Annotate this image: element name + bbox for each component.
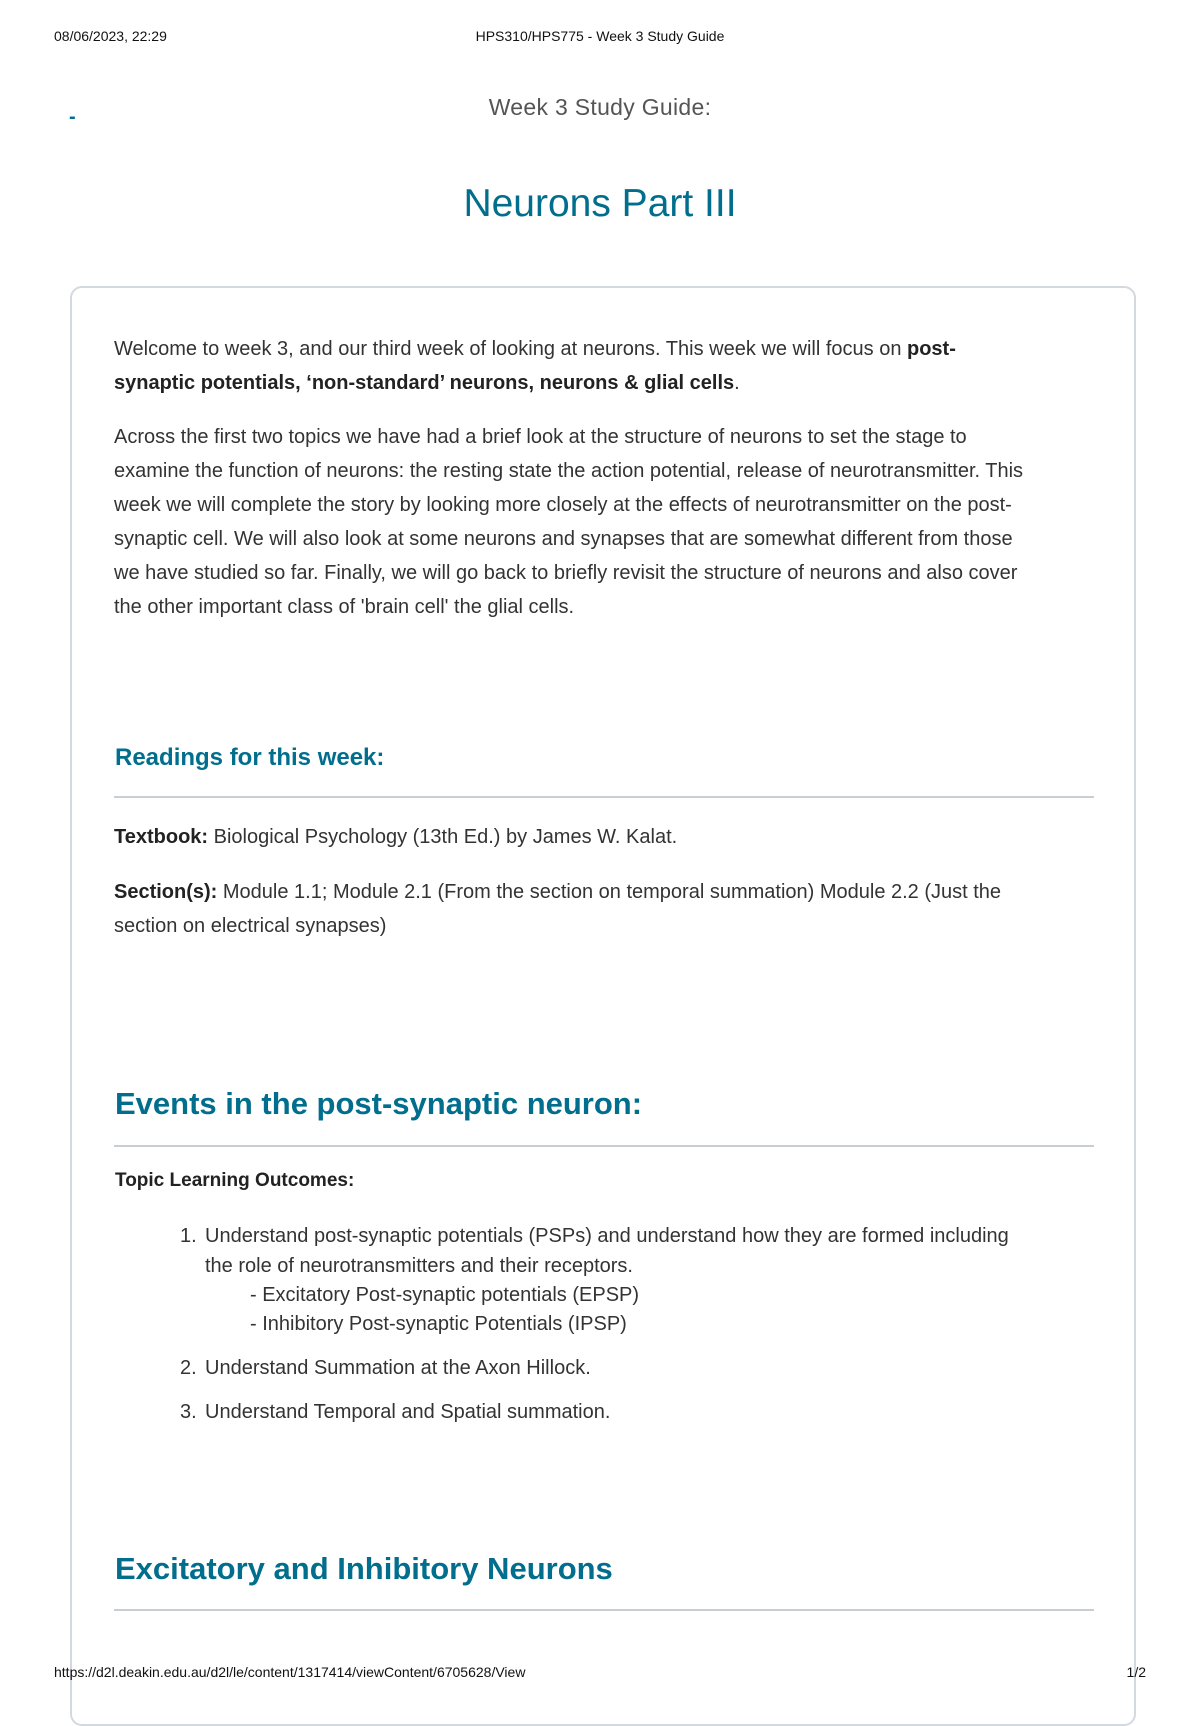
dash-mark: -	[69, 106, 76, 128]
intro-line: examine the function of neurons: the resting state the action potential, release of neurotransmitter. This	[114, 460, 1024, 482]
intro-line: synaptic cell. We will also look at some neurons and synapses that are somewhat different from those	[114, 528, 1013, 550]
divider	[114, 1609, 1094, 1611]
outcomes-label: Topic Learning Outcomes:	[115, 1170, 355, 1191]
intro-period: .	[734, 372, 740, 394]
list-item	[180, 1221, 1009, 1281]
page-number: 1/2	[1126, 1664, 1146, 1680]
intro-text: Welcome to week 3, and our third week of looking at neurons. This week we will focus on	[114, 338, 907, 360]
print-date: 08/06/2023, 22:29	[54, 28, 167, 44]
list-item	[180, 1353, 591, 1383]
outcome-number: 1.	[180, 1225, 197, 1247]
textbook-line	[114, 820, 1094, 854]
divider	[114, 796, 1094, 798]
sections-value-1: Module 1.1; Module 2.1 (From the section on temporal summation) Module 2.2 (Just the	[217, 881, 1002, 903]
sections-label: Section(s):	[114, 881, 218, 903]
intro-line: we have studied so far. Finally, we will go back to briefly revisit the structure of neurons and also cover	[114, 562, 1018, 584]
outcome-number: 2.	[180, 1357, 197, 1379]
sections-line	[114, 875, 1094, 943]
outcome-text: Understand Summation at the Axon Hillock.	[205, 1357, 591, 1379]
week-title: Week 3 Study Guide:	[488, 94, 712, 120]
sub-outcome: - Inhibitory Post-synaptic Potentials (IPSP)	[250, 1313, 627, 1335]
divider	[114, 1145, 1094, 1147]
print-header	[54, 28, 1146, 48]
intro-bold-part-b: synaptic potentials, ‘non-standard’ neurons, neurons & glial cells	[114, 372, 735, 394]
page-url: https://d2l.deakin.edu.au/d2l/le/content/1317414/viewContent/6705628/View	[54, 1664, 526, 1680]
sub-outcome: - Excitatory Post-synaptic potentials (EPSP)	[250, 1284, 640, 1306]
intro-paragraph-2	[114, 420, 1094, 624]
list-item	[180, 1397, 610, 1427]
intro-line: the other important class of 'brain cell' the glial cells.	[114, 596, 575, 618]
outcome-text: Understand post-synaptic potentials (PSPs) and understand how they are formed including	[205, 1225, 1009, 1247]
intro-bold-part-a: post-	[907, 338, 956, 360]
excitatory-heading: Excitatory and Inhibitory Neurons	[115, 1551, 613, 1586]
outcome-text-continued: the role of neurotransmitters and their receptors.	[205, 1255, 633, 1277]
textbook-label: Textbook:	[114, 826, 209, 848]
readings-heading: Readings for this week:	[115, 744, 385, 771]
sections-value-2: section on electrical synapses)	[114, 915, 387, 937]
textbook-value: Biological Psychology (13th Ed.) by James W. Kalat.	[208, 826, 678, 848]
intro-line: week we will complete the story by looking more closely at the effects of neurotransmitter on the post-	[114, 494, 1012, 516]
intro-paragraph-1	[114, 332, 1094, 400]
events-heading: Events in the post-synaptic neuron:	[115, 1086, 643, 1121]
intro-line: Across the first two topics we have had a brief look at the structure of neurons to set the stage to	[114, 426, 967, 448]
outcome-text: Understand Temporal and Spatial summation.	[205, 1401, 611, 1423]
outcome-number: 3.	[180, 1401, 197, 1423]
print-doc-title: HPS310/HPS775 - Week 3 Study Guide	[475, 28, 725, 44]
page-title: Neurons Part III	[463, 182, 737, 225]
